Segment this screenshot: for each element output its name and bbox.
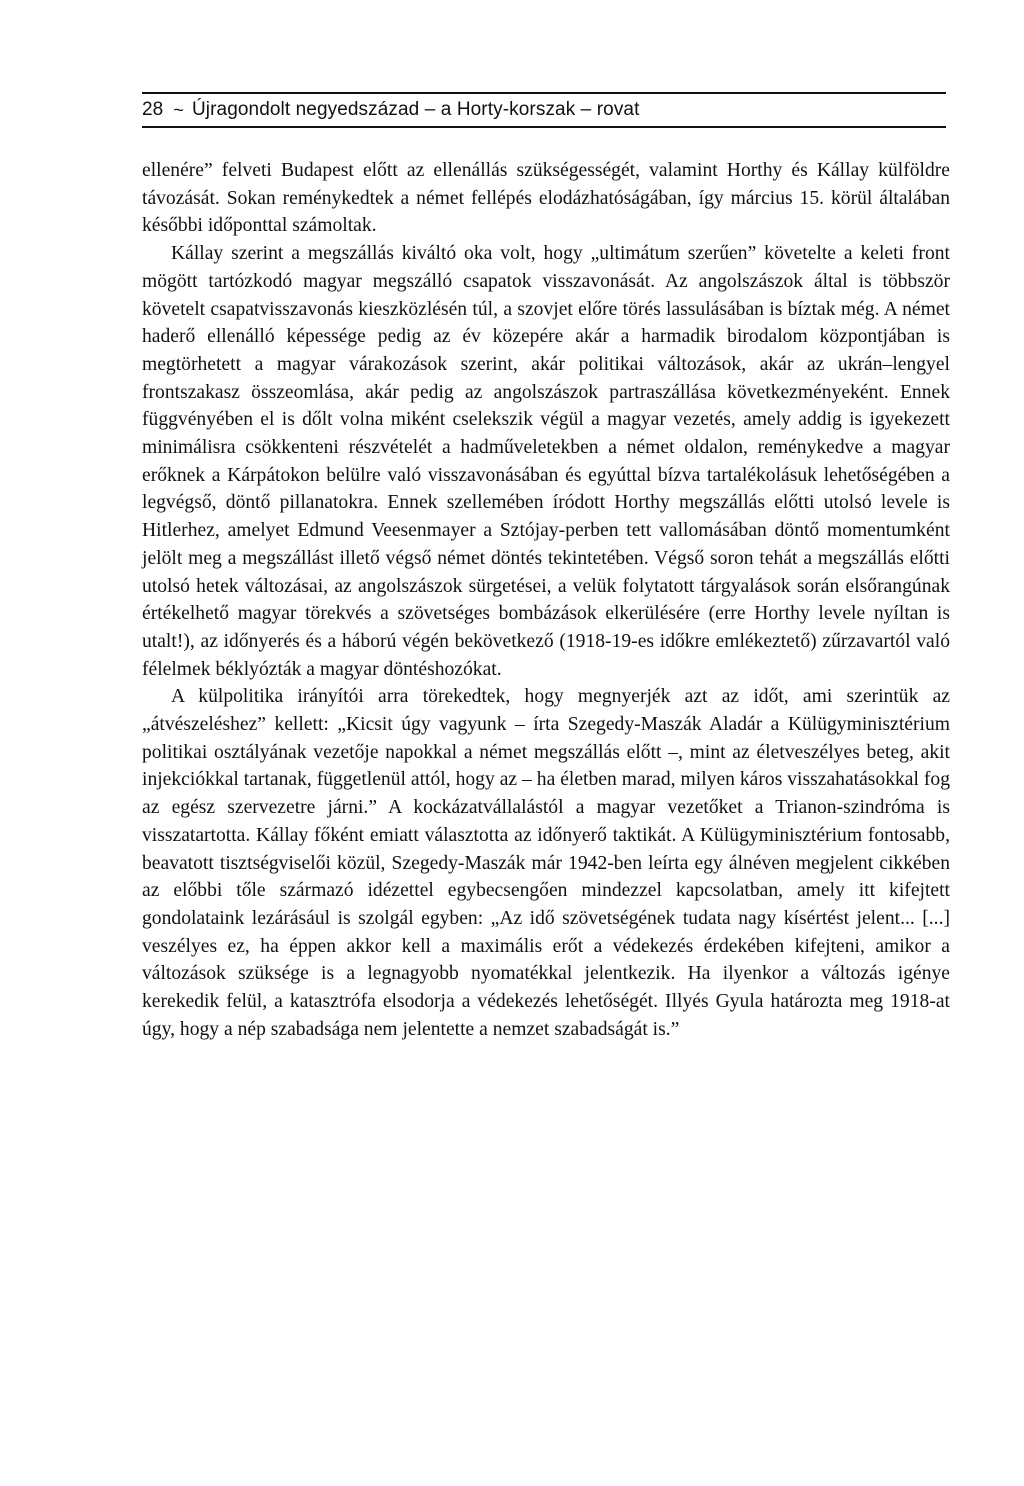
paragraph: A külpolitika irányítói arra törekedtek, hogy megnyerjék azt az időt, ami szerintük az „átvészeléshez” kellett: „Kicsit úgy vagyunk – írta Szegedy-Maszák Aladár a Külügyminisztérium politikai osztályának vezetője napokkal a német megszállás előtt –, mint az életveszélyes beteg, akit injekciókkal tartanak, függetlenül attól, hogy az – ha életben marad, milyen káros visszahatásokkal fog az egész szervezetre járni.” A kockázatvállalástól a magyar vezetőket a Trianon-szindróma is visszatartotta. Kállay főként emiatt választotta az időnyerő taktikát. A Külügyminisztérium fontosabb, beavatott tisztségviselői közül, Szegedy-Maszák már 1942-ben leírta egy álnéven megjelent cikkében az előbbi tőle származó idézettel egybecsengően mindezzel kapcsolatban, amely itt kifejtett gondolataink lezárásául is szolgál egyben: „Az idő szövetségének tudata nagy kísértést jelent... [...] veszélyes ez, ha éppen akkor kell a maximális erőt a védekezés érdekében kifejteni, amikor a változások szüksége is a legnagyobb nyomatékkal jelentkezik. Ha ilyenkor a változás igénye kerekedik felül, a katasztrófa elsodorja a védekezés lehetőségét. Illyés Gyula határozta meg 1918-at úgy, hogy a nép szabadsága nem jelentette a nemzet szabadságát is.” — [142, 686, 950, 1040]
paragraph: Kállay szerint a megszállás kiváltó oka volt, hogy „ultimátum szerűen” követelte a keleti front mögött tartózkodó magyar megszálló csapatok visszavonását. Az angolszászok által is többször követelt csapatvisszavonás kieszközlésén túl, a szovjet előre törés lassulásában is bíztak még. A német haderő ellenálló képessége pedig az év közepére akár a harmadik birodalom központjában is megtörhetett a magyar várakozások szerint, akár politikai változások, akár az ukrán–lengyel frontszakasz összeomlása, akár pedig az angolszászok partraszállása következményeként. Ennek függvényében el is dőlt volna miként cselekszik végül a magyar vezetés, amely addig is igyekezett minimálisra csökkenteni részvételét a hadműveletekben a német oldalon, reménykedve a magyar erőknek a Kárpátokon belülre való visszavonásában és egyúttal bízva tartalékolásuk lehetőségében a legvégső, döntő pillanatokra. Ennek szellemében íródott Horthy megszállás előtti utolsó levele is Hitlerhez, amelyet Edmund Veesenmayer a Sztójay-perben tett vallomásában döntő momentumként jelölt meg a megszállást illető végső német döntés tekintetében. Végső soron tehát a megszállás előtti utolsó hetek változásai, az angolszászok sürgetései, a velük folytatott tárgyalások során elsőrangúnak értékelhető magyar törekvés a szövetséges bombázások elkerülésére (erre Horthy levele nyíltan is utalt!), az időnyerés és a háború végén bekövetkező (1918-19-es időkre emlékeztető) zűrzavartól való félelmek béklyózták a magyar döntéshozókat. — [142, 243, 950, 680]
running-header — [142, 92, 946, 128]
body-text — [142, 157, 950, 1044]
paragraph-continuation: ellenére” felveti Budapest előtt az ellenállás szükségességét, valamint Horthy és Kállay külföldre távozását. Sokan reménykedtek a német fellépés elodázhatóságában, így március 15. körül általában későbbi időponttal számoltak. — [142, 160, 950, 237]
running-header-title: Újragondolt negyedszázad – a Horty-korszak – rovat — [191, 99, 640, 120]
header-separator: ~ — [173, 99, 184, 120]
page-number: 28 — [142, 99, 164, 120]
